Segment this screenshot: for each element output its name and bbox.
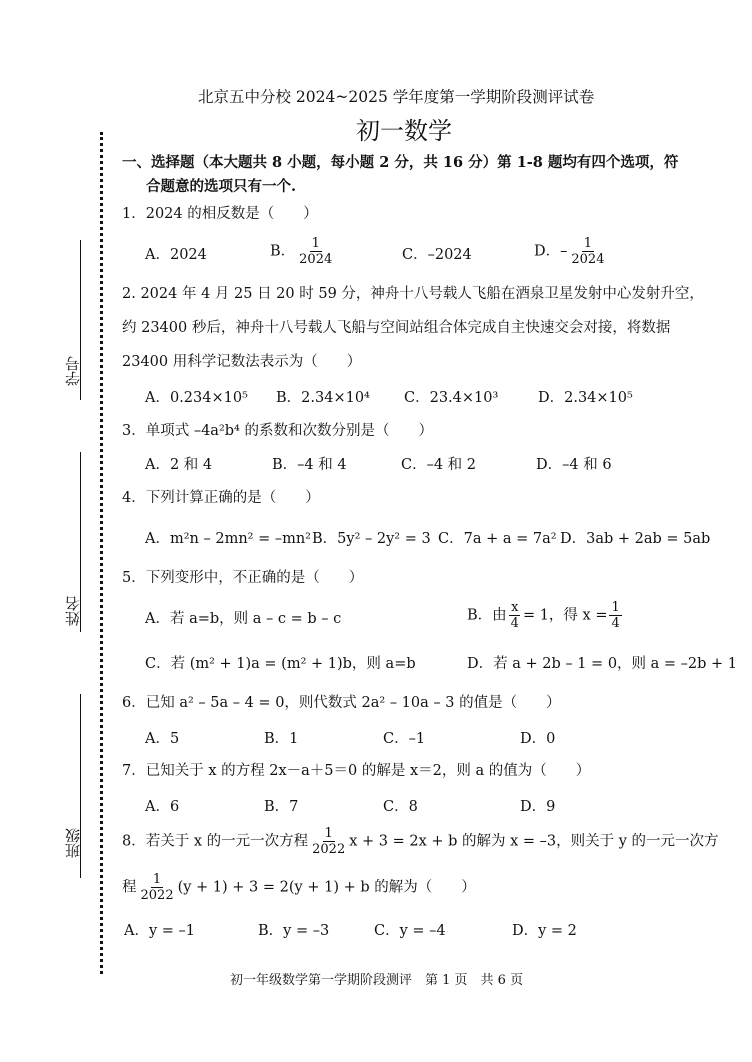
q5-stem: 5．下列变形中，不正确的是（ ） [122,570,364,586]
student-name-label: 姓名 [64,596,82,626]
q8-stem-line1: 8．若关于 x 的一元一次方程 $\frac{1}{2022}$ x + 3 = 2x + b 的解为 x = –3，则关于 y 的一元一次方 [122,826,719,857]
q2-option-a: A．0.234×10⁵ [145,390,248,406]
page-footer: 初一年级数学第一学期阶段测评 第 1 页 共 6 页 [230,973,524,988]
q4-option-d: D．3ab + 2ab = 5ab [560,531,711,547]
q7-option-b: B．7 [264,799,299,815]
q2-option-d: D．2.34×10⁵ [538,390,633,406]
q5-option-b: B．由 $\frac{x}{4}$ = 1，得 x = $\frac{1}{4}$ [467,600,620,631]
q3-option-c: C．–4 和 2 [401,457,477,473]
q2-option-b: B．2.34×10⁴ [276,390,370,406]
section-heading-cont: 合题意的选项只有一个. [146,178,297,195]
q7-option-c: C．8 [383,799,418,815]
q8-stem-line2: 程 $\frac{1}{2022}$ (y + 1) + 3 = 2(y + 1) + b 的解为（ ） [122,872,476,903]
q3-option-d: D．–4 和 6 [536,457,612,473]
q2-stem-line2: 约 23400 秒后，神舟十八号载人飞船与空间站组合体完成自主快速交会对接，将数据 [122,320,671,336]
q6-stem: 6．已知 a² – 5a – 4 = 0，则代数式 2a² – 10a – 3 的值是（ ） [122,695,561,711]
section-heading: 一、选择题（本大题共 8 小题，每小题 2 分，共 16 分）第 1-8 题均有四个选项，符 [122,154,679,171]
q4-option-c: C．7a + a = 7a² [438,531,557,547]
q6-option-b: B．1 [264,731,299,747]
q2-stem-line1: 2. 2024 年 4 月 25 日 20 时 59 分，神舟十八号载人飞船在酒泉卫星发射中心发射升空， [122,286,704,302]
q2-option-c: C．23.4×10³ [404,390,499,406]
q5-option-c: C．若 (m² + 1)a = (m² + 1)b，则 a=b [145,656,416,672]
class-label: 班级 [64,828,82,858]
q1-option-c: C．–2024 [402,247,472,263]
binding-dotted-line [100,132,103,974]
q3-stem: 3．单项式 –4a²b⁴ 的系数和次数分别是（ ） [122,423,433,439]
q5-option-d: D．若 a + 2b – 1 = 0，则 a = –2b + 1 [467,656,738,672]
q1-option-d: D．– $\frac{1}{2024}$ [534,236,605,267]
q3-option-a: A．2 和 4 [145,457,213,473]
q7-option-d: D．9 [520,799,556,815]
student-id-label: 学号 [64,356,82,386]
q7-stem: 7．已知关于 x 的方程 2x－a＋5＝0 的解是 x＝2，则 a 的值为（ ） [122,763,591,779]
q1-option-a: A．2024 [145,247,207,263]
q1-stem: 1．2024 的相反数是（ ） [122,206,318,222]
q7-option-a: A．6 [145,799,180,815]
q6-option-a: A．5 [145,731,180,747]
q8-option-c: C．y = –4 [374,923,446,939]
q4-option-a: A．m²n – 2mn² = –mn² [145,531,311,547]
q6-option-d: D．0 [520,731,556,747]
q4-stem: 4．下列计算正确的是（ ） [122,490,320,506]
page-title: 初一数学 [356,117,452,145]
q5-option-a: A．若 a=b，则 a – c = b – c [145,611,342,627]
exam-header: 北京五中分校 2024~2025 学年度第一学期阶段测评试卷 [198,88,595,106]
q1-option-b: B． $\frac{1}{2024}$ [270,236,333,267]
q8-option-d: D．y = 2 [512,923,577,939]
q3-option-b: B．–4 和 4 [272,457,347,473]
q8-option-a: A．y = –1 [124,923,196,939]
q4-option-b: B．5y² – 2y² = 3 [312,531,431,547]
q8-option-b: B．y = –3 [258,923,330,939]
q6-option-c: C．–1 [383,731,426,747]
q2-stem-line3: 23400 用科学记数法表示为（ ） [122,354,362,370]
